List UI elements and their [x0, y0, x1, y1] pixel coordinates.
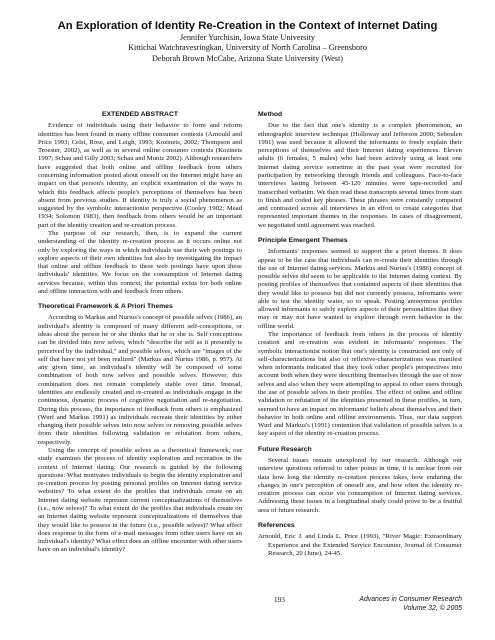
paper-header [0, 20, 495, 64]
left-column [38, 111, 242, 555]
author-line-2: Kittichai Watchravesringkan, University of North Carolina – Greensboro [128, 43, 367, 53]
author-line-1: Jennifer Yurchisin, Iowa State University [180, 33, 315, 42]
method-paragraph: Due to the fact that one's identity is a complex phenomenon, an ethnographic interview technique (Holloway and Jefferson 2000; Seboulen 1991) was used because it allowed the informants to freely explain their perceptions of themselves and their Internet dating experiences. Eleven adults (6 females, 5 males) who had been actively using at least one Internet dating service sometime in the past year were recruited for participation by networking through friends and colleagues. Face-to-face interviews lasting between 45-120 minutes were tape-recorded and transcribed verbatim. We then read these transcripts several times from start to finish and coded key phrases. These phrases were constantly compared and contrasted across all interviews in an effort to create categories that represented important themes in the responses. In cases of disagreement, we negotiated until agreement was reached. [258, 122, 462, 229]
future-research-paragraph: Several issues remain unexplored by our research. Although our interview questions referred to other points in time, it is unclear from our data how long the identity re-creation process takes, how enduring the changes in one's perception of oneself are, and how often the identity re-creation process can occur via consumption of Internet dating services. Addressing these issues in a longitudinal study could prove to be a fruitful area of future research. [258, 456, 462, 514]
principle-themes-heading: Principle Emergent Themes [258, 236, 348, 244]
abstract-paragraph-1: Evidence of individuals using their behavior to form and reform identities has been found in many offline consumer contexts (Arnould and Price 1993; Celsi, Rose, and Leigh, 1993; Kozinets, 2002; Thompson and Troester, 2002), as well as in several online consumer contexts (Kozinets 1997; Schau and Gilly 2003; Schau and Muniz 2002). Although researchers have suggested that both online and offline feedback from others concerning information posted about oneself on the Internet might have an impact on that person's identity, an explicit examination of the ways in which this feedback affects people's perceptions of themselves has been absent from previous studies. If identity is truly a social phenomenon as suggested by the symbolic interactionist perspective (Cooley 1902; Mead 1934; Solomon 1983), then feedback from others would be an important part of the identity creation and re-creation process. [38, 122, 242, 229]
future-research-heading: Future Research [258, 445, 312, 453]
method-heading: Method [258, 111, 283, 118]
page-number: 193 [274, 596, 285, 604]
theory-paragraph-2: Using the concept of possible selves as a theoretical framework, our study examines the process of identity exploration and recreation in the context of Internet dating. Our research is guided by the following questions: What motivates individuals to begin the identity exploration and re-creation process by posting personal profiles on Internet dating service websites? To what extent do the profiles that individuals create on an Internet dating website represent current conceptualizations of themselves (i.e., now selves)? To what extent do the profiles that individuals create on an Internet dating website represent conceptualizations of themselves that they would like to possess in the future (i.e., possible selves)? What effect does response in the form of e-mail messages from other users have on an individual's identity? What effect does an offline encounter with other users have on an individual's identity? [38, 446, 242, 554]
right-column [258, 111, 462, 558]
principle-paragraph-2: The importance of feedback from others in the process of identity creation and re-creation was evident in informants' responses. The symbolic interactionist notion that one's identity is constructed not only of self-characterizations but also of reflexive-characterizations was manifest when informants indicated that they took other people's perspectives into account both when they were describing themselves through the use of now selves and also when they were attempting to appeal to other users through the use of possible selves in their profiles. The effect of online and offline validation or refutation of the identities presented in these profiles, in turn, seemed to have an impact on informants' beliefs about themselves and their behavior in both online and offline environments. Thus, our data support Wurf and Markus's (1991) contention that validation of possible selves is a key aspect of the identity re-creation process. [258, 331, 462, 438]
journal-volume: Volume 32, © 2005 [403, 604, 462, 612]
references-heading: References [258, 521, 295, 529]
journal-name: Advances in Consumer Research [359, 596, 462, 603]
principle-paragraph-1: Informants' responses seemed to support the a priori themes. It does appear to be the case that individuals can re-create their identities through the use of Internet dating services. Markus and Nurius's (1986) concept of possible selves did seem to be applicable to the Internet dating context. By posting profiles of themselves that contained aspects of their identities that they would like to possess but did not currently possess, informants were able to test the identity water, so to speak. Posting anonymous profiles allowed informants to safely explore aspects of their personalities that they may or may not have wanted to explore through overt behavior in the offline world. [258, 248, 462, 330]
theory-paragraph-1: According to Markus and Nurius's concept of possible selves (1986), an individual's identity is composed of many different self-conceptions, or ideas about the person he or she thinks that he or she is. Self conceptions can be divided into now selves, which "describe the self as it presently is perceived by the individual," and possible selves, which are "images of the self that have not yet been realized" (Markus and Nurius 1986, p. 957). At any given time, an individual's identity will be composed of some combination of both now selves and possible selves. However, this combination does not remain completely stable over time. Instead, identities are endlessly created and re-created as individuals engage in the continuous, dynamic process of cognitive negotiation and re-negotiation. During this process, the importance of feedback from others is emphasized (Wurf and Markus 1991) as individuals recreate their identities by either changing their possible selves into now selves or removing possible selves from their identities following validation or refutation from others, respectively. [38, 314, 242, 446]
theory-heading: Theoretical Framework & A Priori Themes [38, 303, 173, 311]
journal-info [359, 596, 462, 613]
author-line-3: Deborah Brown McCabe, Arizona State University (West) [151, 53, 343, 63]
paper-title: An Exploration of Identity Re-Creation in the Context of Internet Dating [57, 20, 438, 32]
reference-entry: Arnould, Eric J. and Linda L. Price (1993), "River Magic: Extraordinary Experience and the Extended Service Encounter, Journal of Consumer Research, 20 (June), 24-45. [258, 533, 462, 557]
abstract-heading: EXTENDED ABSTRACT [101, 111, 179, 118]
abstract-paragraph-2: The purpose of our research, then, is to expand the current understanding of the identity re-creation process as it occurs online not only by exploring the ways in which individuals use their web postings to explore aspects of their own identities but also by investigating the impact that online and offline feedback to these web postings have upon these individuals' identities. We focus on the consumption of Internet dating services because, within this context, the potential exists for both online and offline interaction with and feedback from others. [38, 229, 242, 295]
